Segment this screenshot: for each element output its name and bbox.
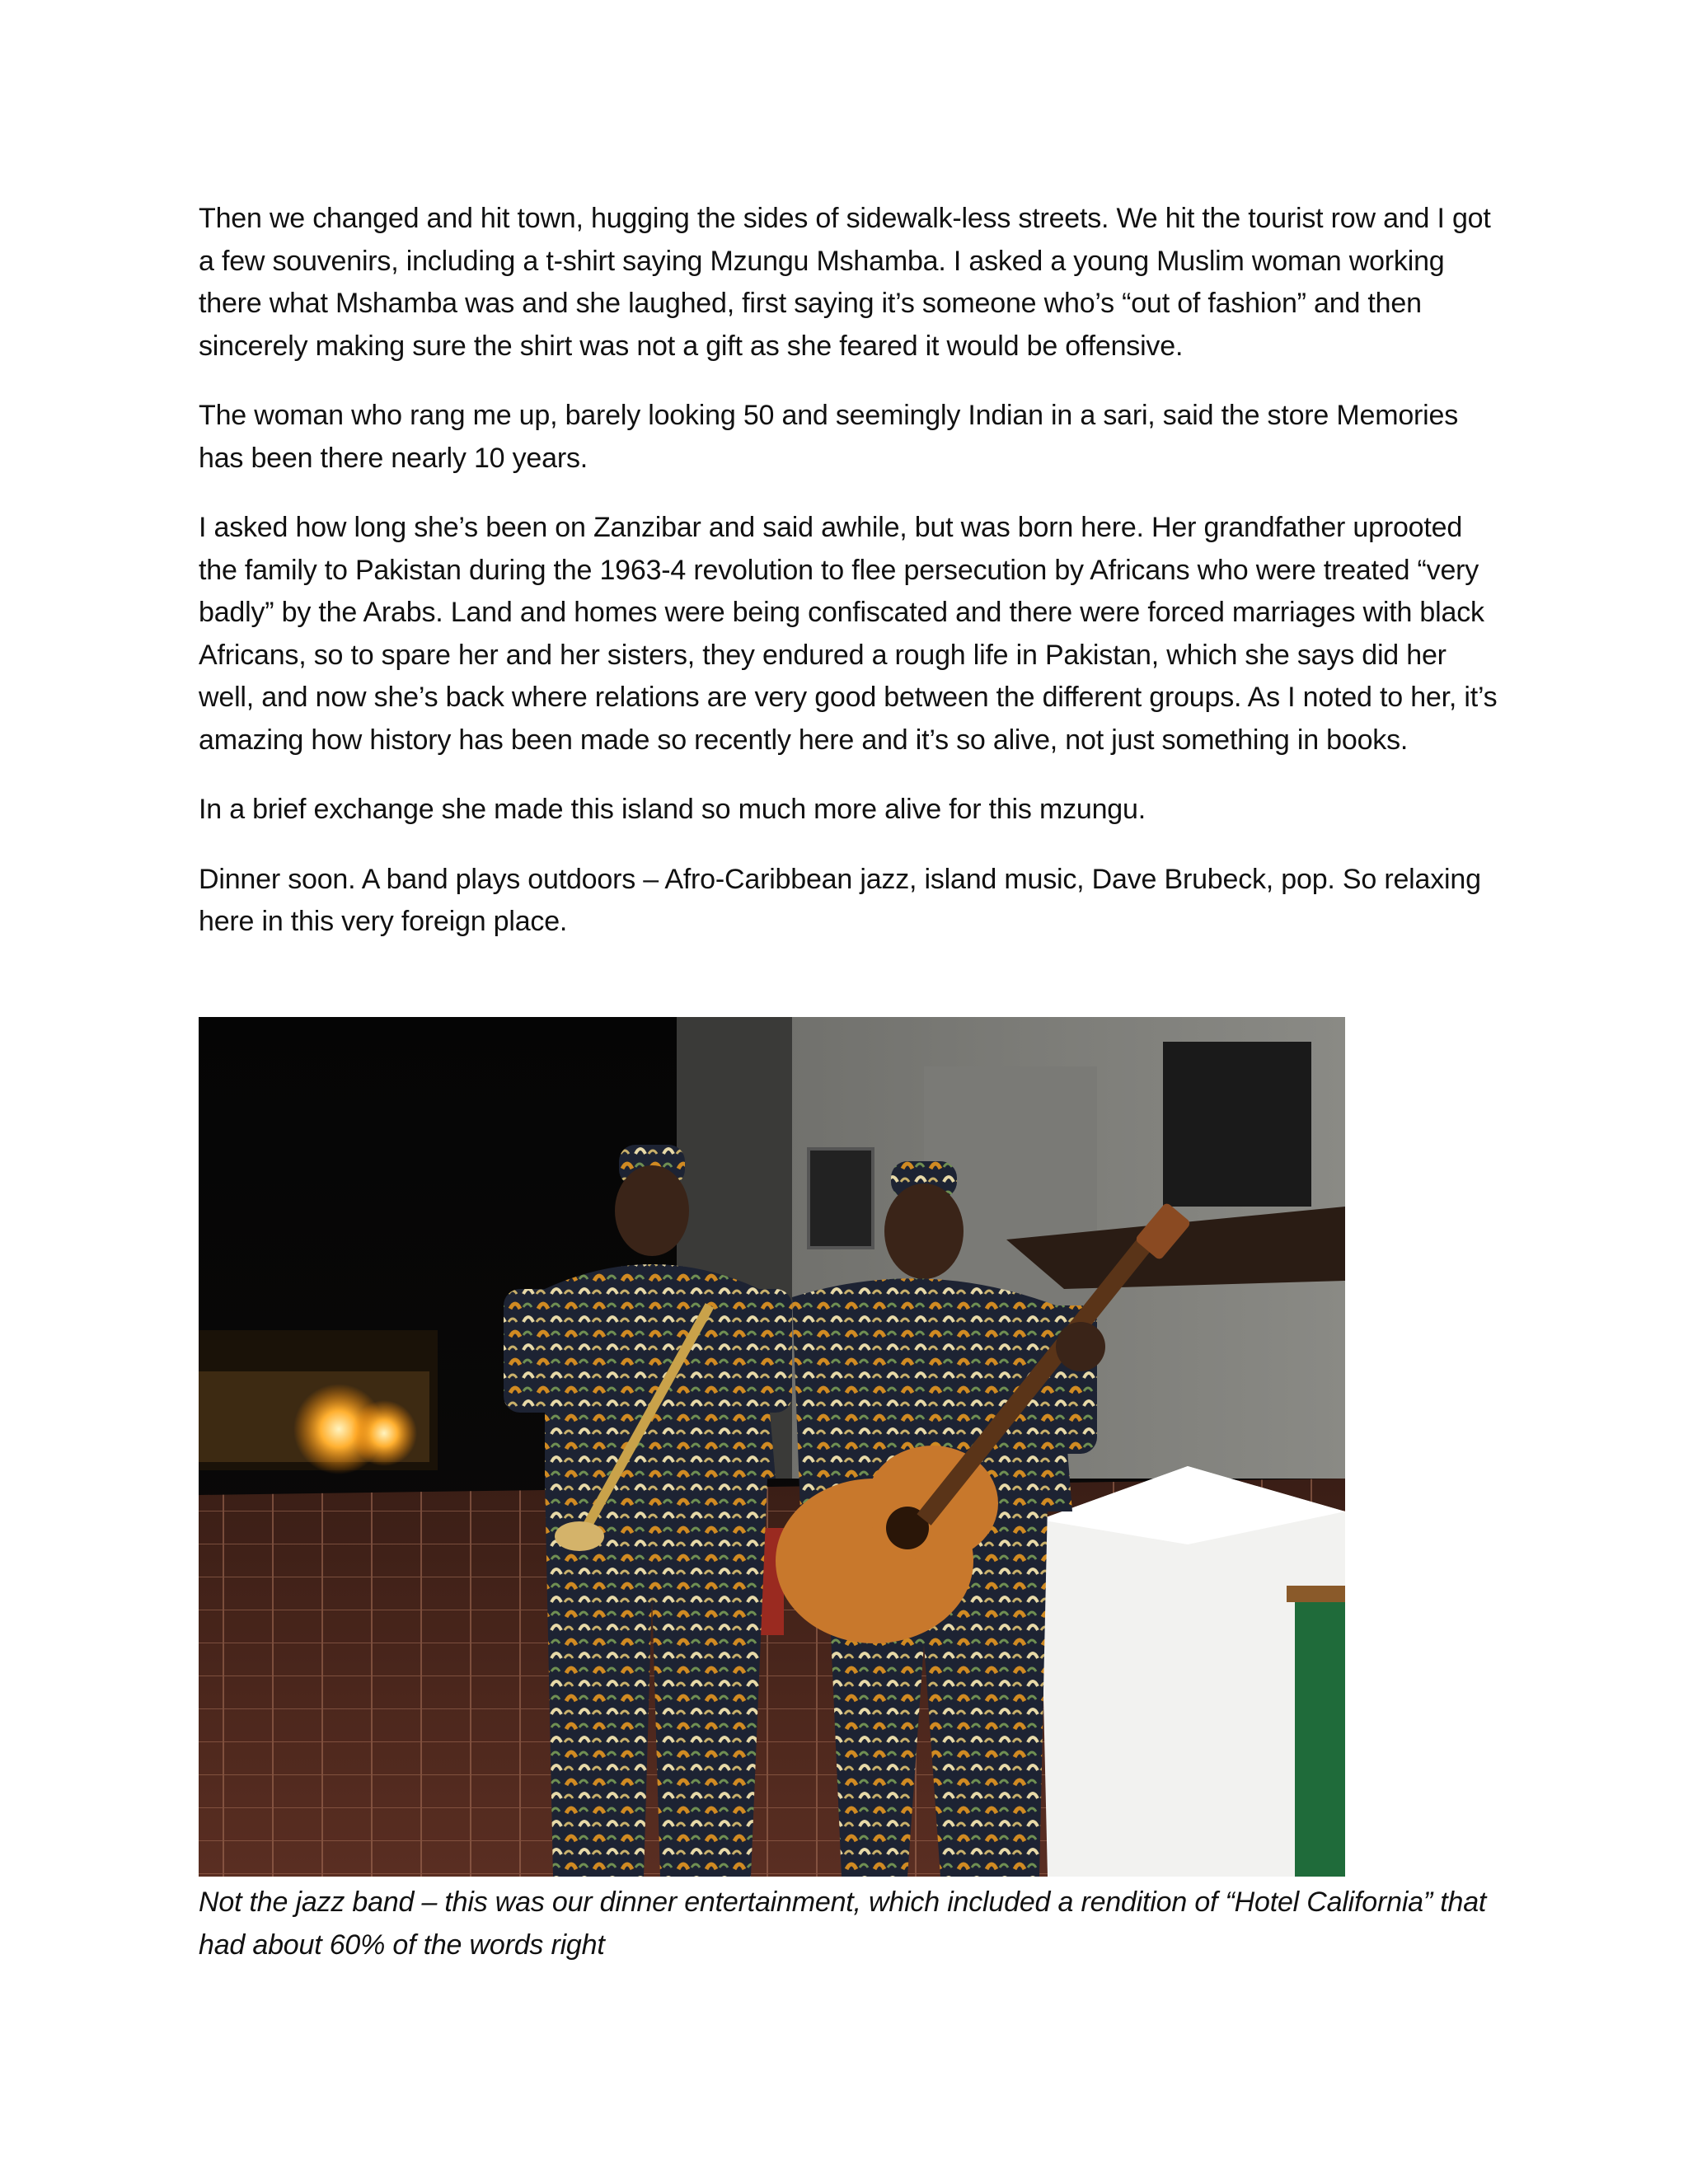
- paragraph-1: Then we changed and hit town, hugging the sides of sidewalk-less streets. We hit the tourist row and I got a few souvenirs, including a t-shirt saying Mzungu Mshamba. I asked a young Muslim woman working there what Mshamba was and she laughed, first saying it’s someone who’s “out of fashion” and then sincerely making sure the shirt was not a gift as she feared it would be offensive.: [199, 203, 1491, 362]
- paragraph-4: In a brief exchange she made this island so much more alive for this mzungu.: [199, 794, 1146, 825]
- body-text: [199, 198, 1501, 971]
- paragraph-5: Dinner soon. A band plays outdoors – Afro-Caribbean jazz, island music, Dave Brubeck, pop. So relaxing here in this very foreign place.: [199, 863, 1481, 937]
- paragraph-2: The woman who rang me up, barely looking 50 and seemingly Indian in a sari, said the store Memories has been there nearly 10 years.: [199, 400, 1459, 474]
- photo-caption: Not the jazz band – this was our dinner entertainment, which included a rendition of “Hotel California” that had about 60% of the words right: [199, 1886, 1487, 1961]
- paragraph-3: I asked how long she’s been on Zanzibar and said awhile, but was born here. Her grandfather uprooted the family to Pakistan during the 1963-4 revolution to flee persecution by Africans who were treated “very badly” by the Arabs. Land and homes were being confiscated and there were forced marriages with black Africans, so to spare her and her sisters, they endured a rough life in Pakistan, which she says did her well, and now she’s back where relations are very good between the different groups. As I noted to her, it’s amazing how history has been made so recently here and it’s so alive, not just something in books.: [199, 512, 1498, 756]
- band-photo: [199, 1017, 1345, 1877]
